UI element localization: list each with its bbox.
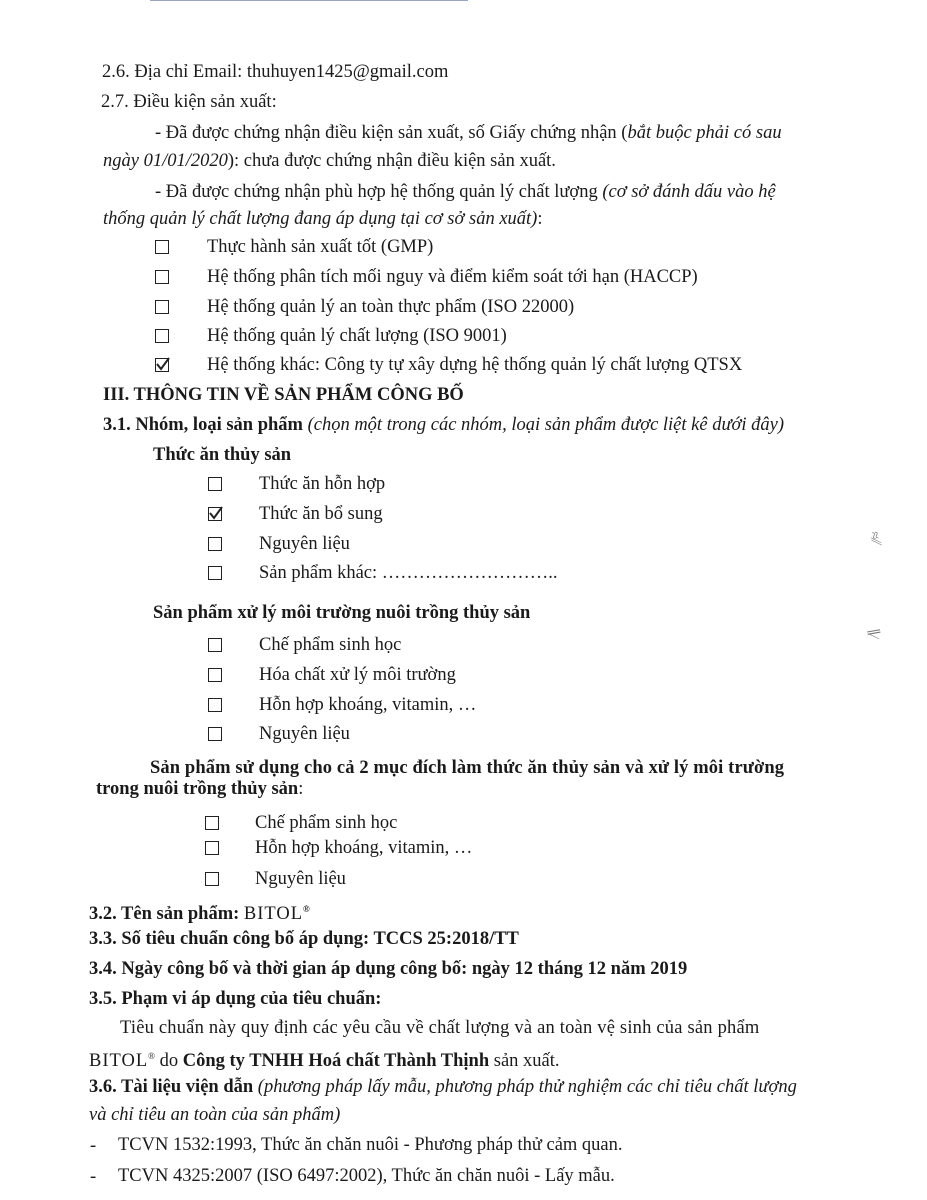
s36-heading-2: và chỉ tiêu an toàn của sản phẩm) xyxy=(89,1105,341,1125)
both-label-mineral: Hỗn hợp khoáng, vitamin, … xyxy=(255,838,473,858)
group-both-colon: : xyxy=(298,779,304,799)
both-label-raw: Nguyên liệu xyxy=(255,869,346,889)
product-mark: ® xyxy=(303,904,310,914)
checkmark-icon xyxy=(155,356,171,372)
certificate-text: - Đã được chứng nhận điều kiện sản xuất, số Giấy chứng nhận ( xyxy=(155,123,628,143)
certificate-note: bắt buộc phải có sau xyxy=(627,123,782,143)
s31-heading xyxy=(103,414,784,436)
section-3-heading: III. THÔNG TIN VỀ SẢN PHẨM CÔNG BỐ xyxy=(103,385,464,405)
group-feed-heading: Thức ăn thủy sản xyxy=(153,445,292,465)
top-rule xyxy=(150,0,468,1)
qms-line-2 xyxy=(103,208,542,230)
checkbox-gmp[interactable] xyxy=(155,240,169,254)
ref-bullet-1: - xyxy=(90,1136,97,1156)
email-line: 2.6. Địa chỉ Email: thuhuyen1425@gmail.com xyxy=(102,62,449,82)
checkbox-env-mineral[interactable] xyxy=(208,698,222,712)
system-label-iso9001: Hệ thống quản lý chất lượng (ISO 9001) xyxy=(207,326,507,346)
scope-line-2 xyxy=(89,1045,560,1072)
s31-note: (chọn một trong các nhóm, loại sản phẩm được liệt kê dưới đây) xyxy=(302,415,785,435)
scope-tail: sản xuất. xyxy=(489,1051,560,1072)
margin-stamp-mark: ≈⁄∕ xyxy=(866,530,884,546)
checkbox-iso9001[interactable] xyxy=(155,329,169,343)
checkbox-other-system[interactable] xyxy=(155,358,169,372)
s34-date: 3.4. Ngày công bố và thời gian áp dụng công bố: ngày 12 tháng 12 năm 2019 xyxy=(89,959,688,979)
scope-product-name: BITOL xyxy=(89,1051,149,1072)
checkbox-env-bio[interactable] xyxy=(208,638,222,652)
scope-product-mark: ® xyxy=(148,1051,155,1061)
feed-label-mixed: Thức ăn hỗn hợp xyxy=(259,474,386,494)
ref-bullet-2: - xyxy=(90,1167,97,1187)
group-env-heading: Sản phẩm xử lý môi trường nuôi trồng thủy sản xyxy=(153,603,531,623)
system-label-haccp: Hệ thống phân tích mối nguy và điểm kiểm soát tới hạn (HACCP) xyxy=(207,267,698,287)
scope-line-1: Tiêu chuẩn này quy định các yêu cầu về chất lượng và an toàn vệ sinh của sản phẩm xyxy=(120,1018,760,1038)
qms-note: (cơ sở đánh dấu vào hệ xyxy=(602,182,776,202)
group-both-heading-1: Sản phẩm sử dụng cho cả 2 mục đích làm thức ăn thủy sản và xử lý môi trường xyxy=(150,758,785,778)
checkbox-iso22000[interactable] xyxy=(155,300,169,314)
ref-item-2: TCVN 4325:2007 (ISO 6497:2002), Thức ăn chăn nuôi - Lấy mẫu. xyxy=(118,1166,615,1186)
s31-title: 3.1. Nhóm, loại sản phẩm xyxy=(103,415,303,435)
qms-text: - Đã được chứng nhận phù hợp hệ thống quản lý chất lượng xyxy=(155,182,603,202)
s36-title: 3.6. Tài liệu viện dẫn xyxy=(89,1077,254,1097)
env-label-bio: Chế phẩm sinh học xyxy=(259,635,402,655)
s36-note: (phương pháp lấy mẫu, phương pháp thử nghiệm các chỉ tiêu chất lượng xyxy=(253,1077,797,1097)
production-conditions-heading: 2.7. Điều kiện sản xuất: xyxy=(101,92,277,112)
s35-scope-heading: 3.5. Phạm vi áp dụng của tiêu chuẩn: xyxy=(89,989,382,1009)
checkbox-feed-supplement[interactable] xyxy=(208,507,222,521)
margin-stamp-mark: ∥⁄ xyxy=(864,627,881,640)
certificate-date: ngày 01/01/2020 xyxy=(103,151,228,171)
checkbox-feed-raw[interactable] xyxy=(208,537,222,551)
env-label-chemical: Hóa chất xử lý môi trường xyxy=(259,665,456,685)
env-label-mineral: Hỗn hợp khoáng, vitamin, … xyxy=(259,695,477,715)
certificate-status: ): chưa được chứng nhận điều kiện sản xuất. xyxy=(227,151,556,171)
qms-note-cont: thống quản lý chất lượng đang áp dụng tại cơ sở sản xuất) xyxy=(103,209,538,229)
checkbox-env-chemical[interactable] xyxy=(208,668,222,682)
feed-label-raw: Nguyên liệu xyxy=(259,534,350,554)
ref-item-1: TCVN 1532:1993, Thức ăn chăn nuôi - Phương pháp thử cảm quan. xyxy=(118,1135,623,1155)
s33-standard: 3.3. Số tiêu chuẩn công bố áp dụng: TCCS 25:2018/TT xyxy=(89,929,519,949)
system-label-iso22000: Hệ thống quản lý an toàn thực phẩm (ISO 22000) xyxy=(207,297,575,317)
checkbox-feed-other[interactable] xyxy=(208,566,222,580)
s32-product-name xyxy=(89,898,310,925)
system-label-gmp: Thực hành sản xuất tốt (GMP) xyxy=(207,237,434,257)
feed-label-other: Sản phẩm khác: ……………………….. xyxy=(259,563,558,583)
checkbox-both-raw[interactable] xyxy=(205,872,219,886)
group-both-heading-text: trong nuôi trồng thủy sản xyxy=(96,779,299,799)
qms-line-1 xyxy=(155,181,776,203)
checkbox-haccp[interactable] xyxy=(155,270,169,284)
group-both-heading-2 xyxy=(96,778,303,800)
checkbox-env-raw[interactable] xyxy=(208,727,222,741)
qms-colon: : xyxy=(537,209,543,229)
certificate-line-2 xyxy=(103,150,556,172)
s36-heading-1 xyxy=(89,1076,797,1098)
scope-company: Công ty TNHH Hoá chất Thành Thịnh xyxy=(182,1051,490,1072)
checkbox-both-mineral[interactable] xyxy=(205,841,219,855)
certificate-line-1 xyxy=(155,122,782,144)
both-label-bio: Chế phẩm sinh học xyxy=(255,813,398,833)
checkmark-icon xyxy=(208,505,224,521)
s32-label: 3.2. Tên sản phẩm: xyxy=(89,904,244,925)
feed-label-supplement: Thức ăn bổ sung xyxy=(259,504,383,524)
checkbox-both-bio[interactable] xyxy=(205,816,219,830)
env-label-raw: Nguyên liệu xyxy=(259,724,350,744)
checkbox-feed-mixed[interactable] xyxy=(208,477,222,491)
system-label-other: Hệ thống khác: Công ty tự xây dựng hệ thống quản lý chất lượng QTSX xyxy=(207,355,743,375)
scope-do: do xyxy=(154,1051,183,1072)
product-name: BITOL xyxy=(243,904,304,925)
